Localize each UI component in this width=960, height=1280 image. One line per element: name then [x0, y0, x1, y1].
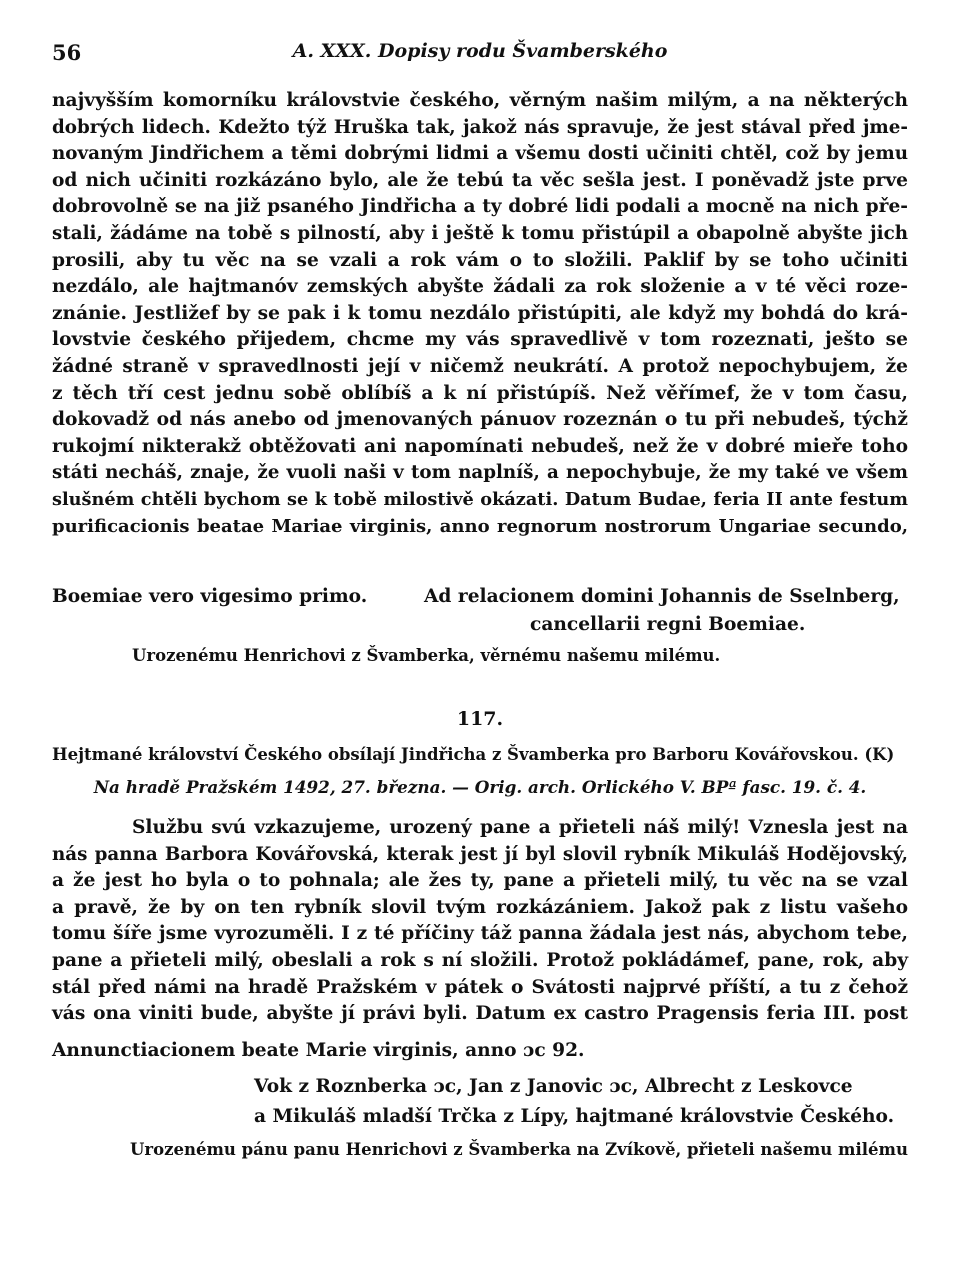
page-number: 56 — [52, 40, 82, 65]
text-line: státi necháš, znaje, že vuoli naši v tom naplníš, a nepochybuje, že my také ve všem — [52, 462, 908, 484]
text-line: rukojmí nikterakž obtěžovati ani napomínati nebudeš, než že v dobré mieře toho — [52, 435, 908, 457]
text-line: a že jest ho byla o to pohnala; ale žes ty, pane a přieteli milý, tu věc na se vzal — [52, 870, 908, 892]
running-title: A. XXX. Dopisy rodu Švamberského — [292, 40, 668, 62]
relacio-line-2: cancellarii regni Boemiae. — [530, 614, 806, 635]
text-line: žádné straně v spravedlnosti její v ničemž neukrátí. A protož nepochybujem, že — [52, 355, 908, 377]
text-line: nezdálo, ale hajtmanóv zemských abyšte žádali za rok složenie a v té věci roze- — [52, 276, 908, 298]
text-line: slušném chtěli bychom se k tobě milostivě okázati. Datum Budae, feria II ante festum — [52, 488, 908, 510]
closing-date-line: Boemiae vero vigesimo primo. — [52, 586, 368, 607]
document-regest: Hejtmané království Českého obsílají Jindřicha z Švamberka pro Barboru Kovářovskou. (K) — [52, 745, 895, 764]
letter-117-body — [52, 814, 908, 1027]
text-line: Službu svú vzkazujeme, urozený pane a přieteli náš milý! Vznesla jest na — [132, 817, 908, 838]
text-line: dobrovolně se na již psaného Jindřicha a ty dobré lidi podali a mocně na nich pře- — [52, 196, 908, 218]
text-line: novaným Jindřichem a těmi dobrými lidmi a všemu dosti učiniti chtěl, což by jemu — [52, 143, 908, 165]
document-provenance: Na hradě Pražském 1492, 27. března. — Orig. arch. Orlického V. BPª fasc. 19. č. 4. — [93, 777, 867, 797]
signature-line-2: a Mikuláš mladší Trčka z Lípy, hajtmané královstvie Českého. — [254, 1106, 895, 1127]
letter-117-date-line: Annunctiacionem beate Marie virginis, anno ɔc 92. — [52, 1040, 585, 1061]
letter-116-address: Urozenému Henrichovi z Švamberka, věrnému našemu milému. — [132, 646, 721, 665]
text-line: od nich učiniti rozkázáno bylo, ale že tebú ta věc sešla jest. I poněvadž jste prve — [52, 169, 908, 191]
text-line: znánie. Jestližef by se pak i k tomu nezdálo přistúpiti, ale když my bohdá do krá- — [52, 302, 908, 324]
letter-116-body — [52, 88, 908, 540]
signature-line-1: Vok z Roznberka ɔc, Jan z Janovic ɔc, Albrecht z Leskovce — [254, 1076, 853, 1097]
letter-116-closing-line — [52, 586, 367, 607]
document-number: 117. — [456, 708, 504, 730]
letter-117-address: Urozenému pánu panu Henrichovi z Švamberka na Zvíkově, přieteli našemu milému — [130, 1140, 908, 1159]
text-line: pane a přieteli milý, obeslali a rok s ní složili. Protož pokládámef, pane, rok, aby — [52, 949, 908, 971]
text-line: dokovadž od nás anebo od jmenovaných pánuov rozeznán o tu při nebudeš, týchž — [52, 409, 908, 431]
text-line: a pravě, že by on ten rybník slovil tvým rozkázániem. Jakož pak z listu vašeho — [52, 896, 908, 918]
running-header — [52, 40, 908, 70]
text-line: prosili, aby tu věc na se vzali a rok vám o to složili. Paklif by se toho učiniti — [52, 249, 908, 271]
text-line: stál před námi na hradě Pražském v pátek o Svátosti najprvé příští, a tu z čehož — [52, 976, 908, 998]
text-line: vás ona viniti bude, abyšte jí právi byli. Datum ex castro Pragensis feria III. post — [52, 1003, 908, 1025]
relacio-line-1: Ad relacionem domini Johannis de Sselnberg, — [424, 586, 900, 607]
text-line: lovstvie českého přijedem, chcme my vás spravedlivě v tom rozeznati, ješto se — [52, 329, 908, 351]
text-line: najvyšším komorníku královstvie českého, věrným našim milým, a na některých — [52, 90, 908, 111]
text-line: nás panna Barbora Kovářovská, kterak jest jí byl slovil rybník Mikuláš Hodějovský, — [52, 843, 908, 865]
text-line: dobrých lidech. Kdežto týž Hruška tak, jakož nás spravuje, že jest stával před jme- — [52, 116, 908, 138]
text-line: purificacionis beatae Mariae virginis, anno regnorum nostrorum Ungariae secundo, — [52, 515, 908, 537]
text-line: tomu šíře jsme vyrozuměli. I z té příčiny táž panna žádala jest nás, abychom tebe, — [52, 923, 908, 945]
text-line: z těch tří cest jednu sobě oblíbíš a k ní přistúpíš. Než věřímef, že v tom času, — [52, 382, 908, 404]
text-line: stali, žádáme na tobě s pilností, aby i ještě k tomu přistúpil a obapolně abyšte jich — [52, 222, 908, 244]
